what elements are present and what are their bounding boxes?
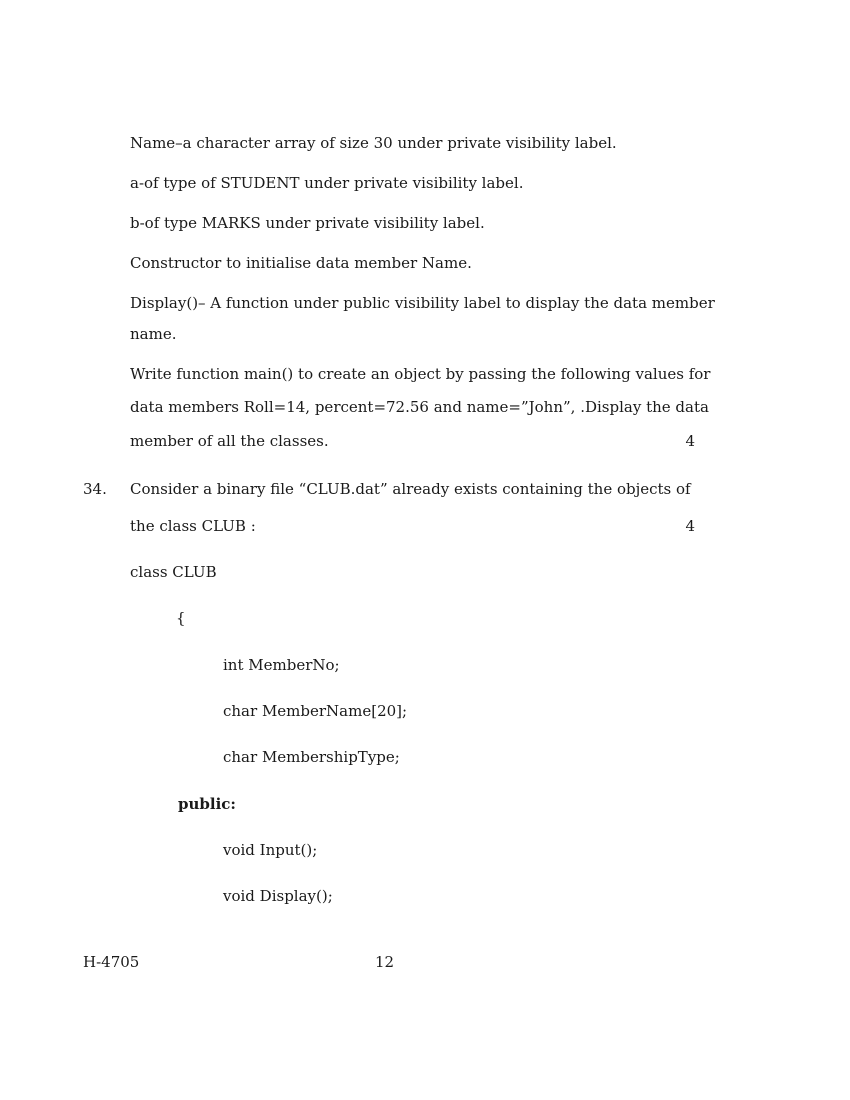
name-member-line: Name–a character array of size 30 under private visibility label. <box>130 134 617 152</box>
code-member-memberno: int MemberNo; <box>223 656 340 674</box>
question34-line2: the class CLUB : <box>130 517 256 535</box>
question34-number: 34. <box>83 480 107 498</box>
code-method-display: void Display(); <box>223 887 333 905</box>
code-access-public: public: <box>178 795 236 813</box>
display-description-line2: name. <box>130 325 177 343</box>
main-instruction-line3-row <box>130 431 695 451</box>
footer-page-number: 12 <box>375 953 395 971</box>
constructor-line: Constructor to initialise data member Name. <box>130 254 472 272</box>
b-member-line: b-of type MARKS under private visibility label. <box>130 214 485 232</box>
code-open-brace: { <box>176 609 186 627</box>
code-member-membername: char MemberName[20]; <box>223 702 408 720</box>
display-description-line1: Display()– A function under public visibility label to display the data member <box>130 294 715 312</box>
footer-paper-code: H-4705 <box>83 953 140 971</box>
question33-marks: 4 <box>685 432 695 450</box>
main-instruction-line1: Write function main() to create an object by passing the following values for <box>130 365 711 383</box>
question34-line2-row <box>130 516 695 536</box>
question34-line1: Consider a binary file “CLUB.dat” already exists containing the objects of <box>130 480 691 498</box>
code-method-input: void Input(); <box>223 841 318 859</box>
code-class-declaration: class CLUB <box>130 563 217 581</box>
main-instruction-line3: member of all the classes. <box>130 432 329 450</box>
a-member-line: a-of type of STUDENT under private visibility label. <box>130 174 524 192</box>
question34-marks: 4 <box>685 517 695 535</box>
main-instruction-line2: data members Roll=14, percent=72.56 and name=”John”, .Display the data <box>130 398 709 416</box>
code-member-membershiptype: char MembershipType; <box>223 748 400 766</box>
